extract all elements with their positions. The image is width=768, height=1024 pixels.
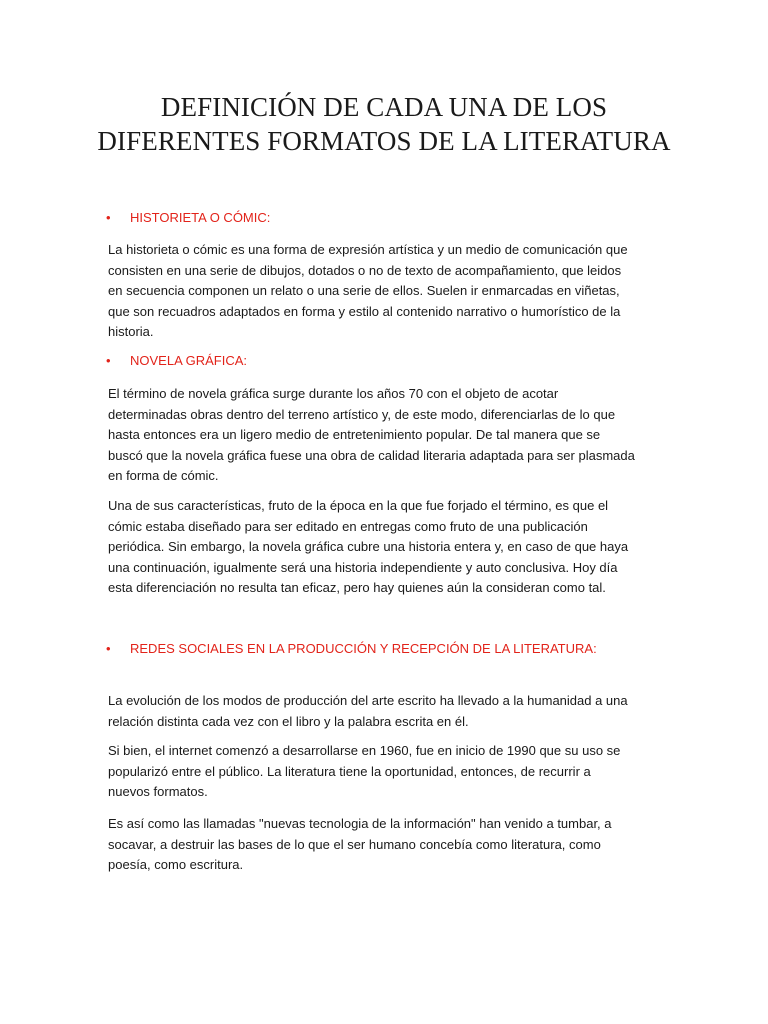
paragraph-line: hasta entonces era un ligero medio de entretenimiento popular. De tal manera que se xyxy=(108,427,601,442)
paragraph-line: esta diferenciación no resulta tan eficaz, pero hay quienes aún la consideran como tal. xyxy=(108,580,606,595)
paragraph-novela-2 xyxy=(108,496,668,599)
paragraph-line: determinadas obras dentro del terreno artístico y, de este modo, diferenciarlas de lo que xyxy=(108,406,616,422)
heading-novela-grafica-label: NOVELA GRÁFICA: xyxy=(130,353,248,368)
bullet-icon: • xyxy=(106,641,111,656)
title-line-2: DIFERENTES FORMATOS DE LA LITERATURA xyxy=(97,126,671,156)
bullet-icon: • xyxy=(106,353,111,368)
paragraph-line: La evolución de los modos de producción del arte escrito ha llevado a la humanidad a una xyxy=(108,693,628,708)
page-title xyxy=(90,90,678,158)
title-line-1: DEFINICIÓN DE CADA UNA DE LOS xyxy=(160,92,608,122)
heading-historieta-label: HISTORIETA O CÓMIC: xyxy=(130,210,271,225)
paragraph-line: poesía, como escritura. xyxy=(108,857,244,872)
paragraph-redes-3 xyxy=(108,814,668,876)
paragraph-line: La historieta o cómic es una forma de expresión artística y un medio de comunicación que xyxy=(108,242,628,257)
paragraph-line: popularizó entre el público. La literatura tiene la oportunidad, entonces, de recurrir a xyxy=(108,763,591,779)
paragraph-novela-1 xyxy=(108,384,668,487)
heading-redes-sociales xyxy=(106,641,597,656)
paragraph-line: en secuencia componen un relato o una serie de ellos. Suelen ir enmarcadas en viñetas, xyxy=(108,283,620,298)
heading-historieta xyxy=(106,210,271,225)
paragraph-line: socavar, a destruir las bases de lo que el ser humano concebía como literatura, como xyxy=(108,836,601,852)
paragraph-historieta xyxy=(108,240,668,343)
paragraph-redes-1 xyxy=(108,691,668,732)
paragraph-redes-2 xyxy=(108,741,668,803)
paragraph-line: relación distinta cada vez con el libro y la palabra escrita en él. xyxy=(108,713,469,729)
paragraph-line: historia. xyxy=(108,324,154,339)
paragraph-line: que son recuadros adaptados en forma y estilo al contenido narrativo o humorístico de la xyxy=(108,303,621,319)
paragraph-line: Una de sus características, fruto de la época en la que fue forjado el término, es que el xyxy=(108,498,609,513)
paragraph-line: Es así como las llamadas "nuevas tecnologia de la información" han venido a tumbar, a xyxy=(108,816,612,831)
paragraph-line: Si bien, el internet comenzó a desarrollarse en 1960, fue en inicio de 1990 que su uso se xyxy=(108,743,621,758)
bullet-icon: • xyxy=(106,210,111,225)
paragraph-line: en forma de cómic. xyxy=(108,468,219,483)
heading-novela-grafica xyxy=(106,353,248,368)
heading-redes-sociales-label: REDES SOCIALES EN LA PRODUCCIÓN Y RECEPCIÓN DE LA LITERATURA: xyxy=(130,641,597,656)
paragraph-line: El término de novela gráfica surge durante los años 70 con el objeto de acotar xyxy=(108,386,559,401)
paragraph-line: consisten en una serie de dibujos, dotados o no de texto de acompañamiento, que leidos xyxy=(108,262,622,278)
paragraph-line: periódica. Sin embargo, la novela gráfica cubre una historia entera y, en caso de que haya xyxy=(108,539,629,554)
paragraph-line: cómic estaba diseñado para ser editado en entregas como fruto de una publicación xyxy=(108,518,588,534)
paragraph-line: buscó que la novela gráfica fuese una obra de calidad literaria adaptada para ser plasmada xyxy=(108,447,635,463)
paragraph-line: nuevos formatos. xyxy=(108,784,208,799)
paragraph-line: una continuación, igualmente será una historia independiente y auto conclusiva. Hoy día xyxy=(108,559,618,575)
